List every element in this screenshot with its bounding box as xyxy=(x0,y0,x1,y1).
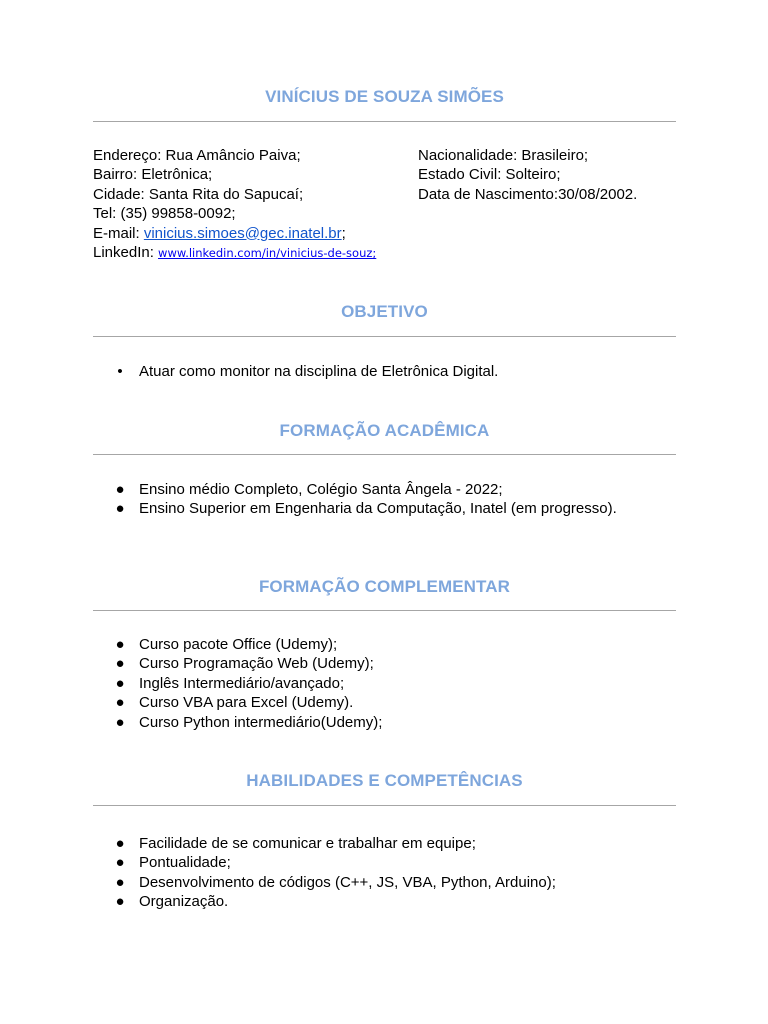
neighborhood-line: Bairro: Eletrônica; xyxy=(93,166,213,184)
skills-divider xyxy=(93,805,676,806)
bullet-icon: ● xyxy=(115,713,125,731)
linkedin-line xyxy=(93,243,376,263)
complementary-item: Curso Programação Web (Udemy); xyxy=(139,655,374,673)
bullet-icon: ● xyxy=(115,655,125,673)
education-title: FORMAÇÃO ACADÊMICA xyxy=(279,421,490,440)
complementary-item: Inglês Intermediário/avançado; xyxy=(139,674,345,692)
bullet-icon: • xyxy=(117,363,123,380)
list-item xyxy=(114,693,382,712)
list-item xyxy=(114,834,556,853)
list-item xyxy=(114,713,382,732)
nationality-line: Nacionalidade: Brasileiro; xyxy=(418,147,589,164)
complementary-item: Curso pacote Office (Udemy); xyxy=(139,636,338,653)
email-suffix: ; xyxy=(341,224,346,242)
skills-item: Organização. xyxy=(139,893,229,911)
list-item xyxy=(114,362,498,381)
objective-title: OBJETIVO xyxy=(341,302,428,321)
bullet-icon: ● xyxy=(115,893,125,911)
education-item: Ensino médio Completo, Colégio Santa Ângela - 2022; xyxy=(139,481,503,498)
objective-item: Atuar como monitor na disciplina de Eletrônica Digital. xyxy=(139,363,499,380)
bullet-icon: ● xyxy=(115,500,125,518)
complementary-item: Curso Python intermediário(Udemy); xyxy=(139,713,383,731)
list-item xyxy=(114,654,382,673)
skills-item: Desenvolvimento de códigos (C++, JS, VBA, Python, Arduino); xyxy=(139,873,556,891)
skills-item: Pontualidade; xyxy=(139,854,231,872)
linkedin-link[interactable]: www.linkedin.com/in/vinicius-de-souz; xyxy=(158,246,377,261)
bullet-icon: ● xyxy=(115,636,125,653)
marital-status-line: Estado Civil: Solteiro; xyxy=(418,166,561,184)
list-item xyxy=(114,853,556,872)
phone-line: Tel: (35) 99858-0092; xyxy=(93,205,236,223)
education-item: Ensino Superior em Engenharia da Computação, Inatel (em progresso). xyxy=(139,500,617,518)
contact-right-column xyxy=(418,146,637,204)
skills-title: HABILIDADES E COMPETÊNCIAS xyxy=(246,771,523,790)
linkedin-label: LinkedIn: xyxy=(93,244,159,262)
candidate-name: VINÍCIUS DE SOUZA SIMÕES xyxy=(265,87,504,106)
complementary-title: FORMAÇÃO COMPLEMENTAR xyxy=(258,577,511,596)
list-item xyxy=(114,480,617,499)
objective-divider xyxy=(93,336,676,337)
birth-date-line: Data de Nascimento:30/08/2002. xyxy=(418,185,638,203)
complementary-item: Curso VBA para Excel (Udemy). xyxy=(139,694,354,712)
bullet-icon: ● xyxy=(115,481,125,498)
education-divider xyxy=(93,454,676,455)
bullet-icon: ● xyxy=(115,694,125,712)
email-label: E-mail: xyxy=(93,224,144,242)
bullet-icon: ● xyxy=(115,854,125,872)
email-link[interactable]: vinicius.simoes@gec.inatel.br xyxy=(143,224,342,242)
education-list xyxy=(114,480,617,519)
bullet-icon: ● xyxy=(115,674,125,692)
list-item xyxy=(114,892,556,911)
bullet-icon: ● xyxy=(115,873,125,891)
city-line: Cidade: Santa Rita do Sapucaí; xyxy=(93,185,304,203)
list-item xyxy=(114,873,556,892)
list-item xyxy=(114,674,382,693)
email-line xyxy=(93,224,376,243)
address-line: Endereço: Rua Amâncio Paiva; xyxy=(93,147,301,164)
list-item xyxy=(114,499,617,518)
contact-left-column xyxy=(93,146,376,263)
skills-item: Facilidade de se comunicar e trabalhar em equipe; xyxy=(139,835,476,852)
list-item xyxy=(114,635,382,654)
complementary-list xyxy=(114,635,382,732)
bullet-icon: ● xyxy=(115,835,125,852)
skills-list xyxy=(114,834,556,912)
complementary-divider xyxy=(93,610,676,611)
objective-list xyxy=(114,362,498,381)
header-divider xyxy=(93,121,676,122)
